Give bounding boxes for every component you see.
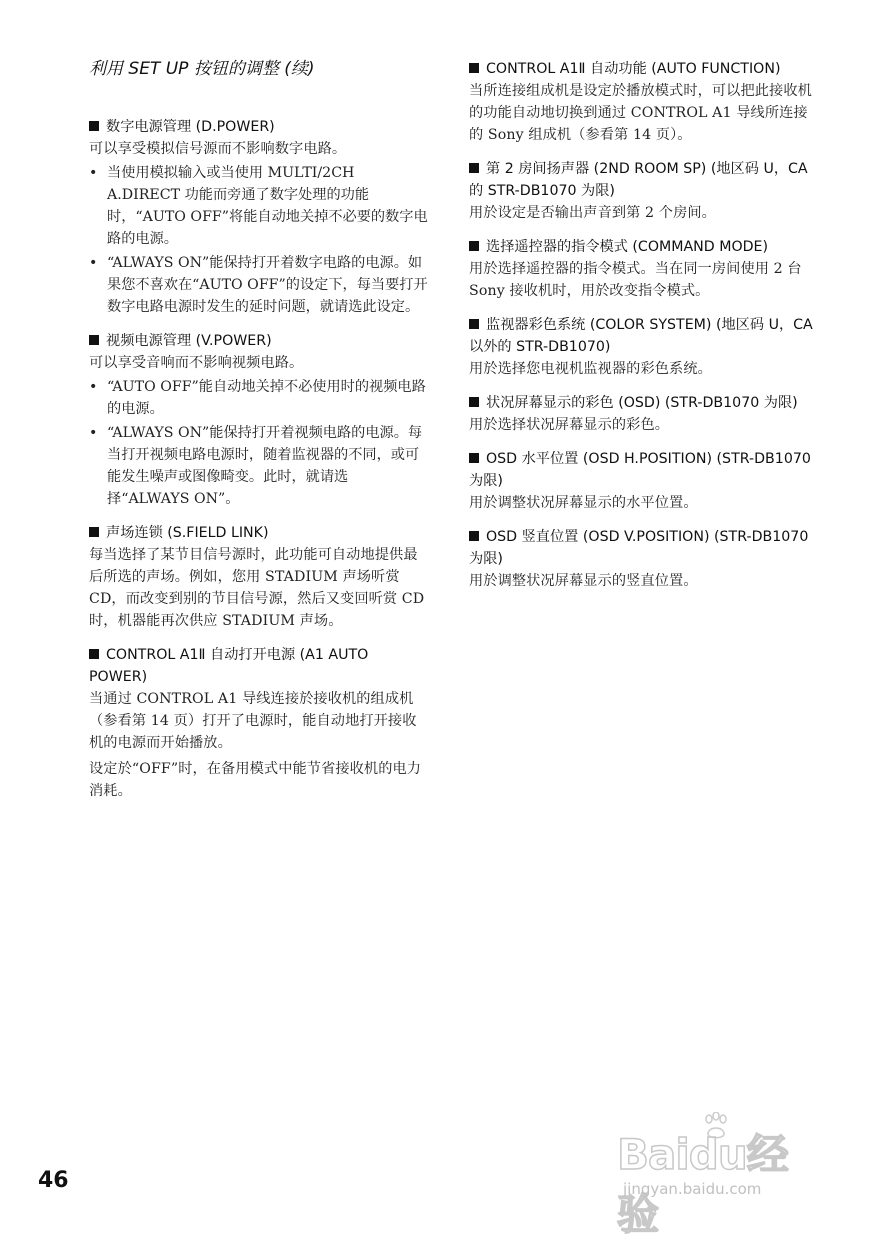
- page-number: 46: [38, 1168, 69, 1193]
- square-bullet-icon: [469, 63, 479, 73]
- section-heading: CONTROL A1Ⅱ 自动打开电源 (A1 AUTO POWER): [89, 647, 369, 685]
- bullet-dot-icon: •: [89, 255, 98, 271]
- square-bullet-icon: [89, 121, 99, 131]
- section-paragraph: 当所连接组成机是设定於播放模式时，可以把此接收机的功能自动地切换到通过 CONTROL A1 导线所连接的 Sony 组成机（参看第 14 页）。: [469, 83, 812, 143]
- bullet-dot-icon: •: [89, 425, 98, 441]
- section-paragraph: 设定於“OFF”时，在备用模式中能节省接收机的电力消耗。: [89, 761, 422, 799]
- section-paragraph: 当通过 CONTROL A1 导线连接於接收机的组成机（参看第 14 页）打开了电源时，能自动地打开接收机的电源而开始播放。: [89, 691, 417, 751]
- section-paragraph: 用於选择遥控器的指令模式。当在同一房间使用 2 台 Sony 接收机时，用於改变指令模式。: [469, 261, 802, 299]
- page-title: 利用 SET UP 按钮的调整 (续): [89, 59, 315, 79]
- section-heading: 声场连锁 (S.FIELD LINK): [89, 522, 429, 544]
- section-a1-auto-power: [89, 644, 429, 802]
- list-item: • “AUTO OFF”能自动地关掉不必使用时的视频电路的电源。: [89, 376, 429, 420]
- square-bullet-icon: [89, 527, 99, 537]
- square-bullet-icon: [469, 397, 479, 407]
- right-column: [469, 58, 814, 604]
- section-osd-v-position: [469, 526, 814, 592]
- section-paragraph: 每当选择了某节目信号源时，此功能可自动地提供最后所选的声场。例如，您用 STADIUM 声场听赏 CD，而改变到别的节目信号源，然后又变回听赏 CD 时，机器能再次供应 STADIUM 声场。: [89, 547, 425, 629]
- section-heading: OSD 水平位置 (OSD H.POSITION) (STR-DB1070 为限): [469, 451, 811, 489]
- list-item: • “ALWAYS ON”能保持打开着数字电路的电源。如果您不喜欢在“AUTO OFF”的设定下，每当要打开数字电路电源时发生的延时问题，就请选此设定。: [89, 252, 429, 318]
- section-color-system: [469, 314, 814, 380]
- bullet-dot-icon: •: [89, 379, 98, 395]
- square-bullet-icon: [469, 319, 479, 329]
- section-d-power: [89, 116, 429, 318]
- section-osd-h-position: [469, 448, 814, 514]
- section-heading: 视频电源管理 (V.POWER): [89, 330, 429, 352]
- list-item: • “ALWAYS ON”能保持打开着视频电路的电源。每当打开视频电路电源时，随着监视器的不同，或可能发生噪声或图像畸变。此时，就请选择“ALWAYS ON”。: [89, 422, 429, 510]
- square-bullet-icon: [469, 241, 479, 251]
- square-bullet-icon: [469, 163, 479, 173]
- section-intro: 可以享受模拟信号源而不影响数字电路。: [89, 141, 347, 157]
- bullet-dot-icon: •: [89, 165, 98, 181]
- section-command-mode: [469, 236, 814, 302]
- baidu-watermark: [617, 1112, 827, 1239]
- section-heading: 监视器彩色系统 (COLOR SYSTEM) (地区码 U，CA 以外的 STR-DB1070): [469, 317, 813, 355]
- section-paragraph: 用於设定是否输出声音到第 2 个房间。: [469, 205, 716, 221]
- watermark-text: Baidu经验: [617, 1130, 788, 1239]
- section-s-field-link: [89, 522, 429, 632]
- section-heading: 数字电源管理 (D.POWER): [89, 116, 429, 138]
- list-item: • 当使用模拟输入或当使用 MULTI/2CH A.DIRECT 功能而旁通了数字处理的功能时，“AUTO OFF”将能自动地关掉不必要的数字电路的电源。: [89, 162, 429, 250]
- square-bullet-icon: [469, 531, 479, 541]
- square-bullet-icon: [89, 649, 99, 659]
- watermark-url: jingyan.baidu.com: [623, 1180, 762, 1198]
- section-heading: 选择遥控器的指令模式 (COMMAND MODE): [469, 236, 814, 258]
- bullet-list: [89, 162, 429, 318]
- section-paragraph: 用於选择您电视机监视器的彩色系统。: [469, 361, 712, 377]
- left-column: [89, 116, 429, 814]
- section-2nd-room-sp: [469, 158, 814, 224]
- section-paragraph: 用於调整状况屏幕显示的水平位置。: [469, 495, 698, 511]
- square-bullet-icon: [469, 453, 479, 463]
- section-paragraph: 用於调整状况屏幕显示的竖直位置。: [469, 573, 698, 589]
- section-v-power: [89, 330, 429, 510]
- section-intro: 可以享受音响而不影响视频电路。: [89, 355, 304, 371]
- section-heading: OSD 竖直位置 (OSD V.POSITION) (STR-DB1070 为限): [469, 529, 809, 567]
- section-auto-function: [469, 58, 814, 146]
- bullet-list: [89, 376, 429, 510]
- section-heading: 状况屏幕显示的彩色 (OSD) (STR-DB1070 为限): [469, 392, 814, 414]
- section-paragraph: 用於选择状况屏幕显示的彩色。: [469, 417, 670, 433]
- square-bullet-icon: [89, 335, 99, 345]
- section-heading: CONTROL A1Ⅱ 自动功能 (AUTO FUNCTION): [469, 58, 814, 80]
- section-osd-color: [469, 392, 814, 436]
- section-heading: 第 2 房间扬声器 (2ND ROOM SP) (地区码 U，CA 的 STR-DB1070 为限): [469, 161, 808, 199]
